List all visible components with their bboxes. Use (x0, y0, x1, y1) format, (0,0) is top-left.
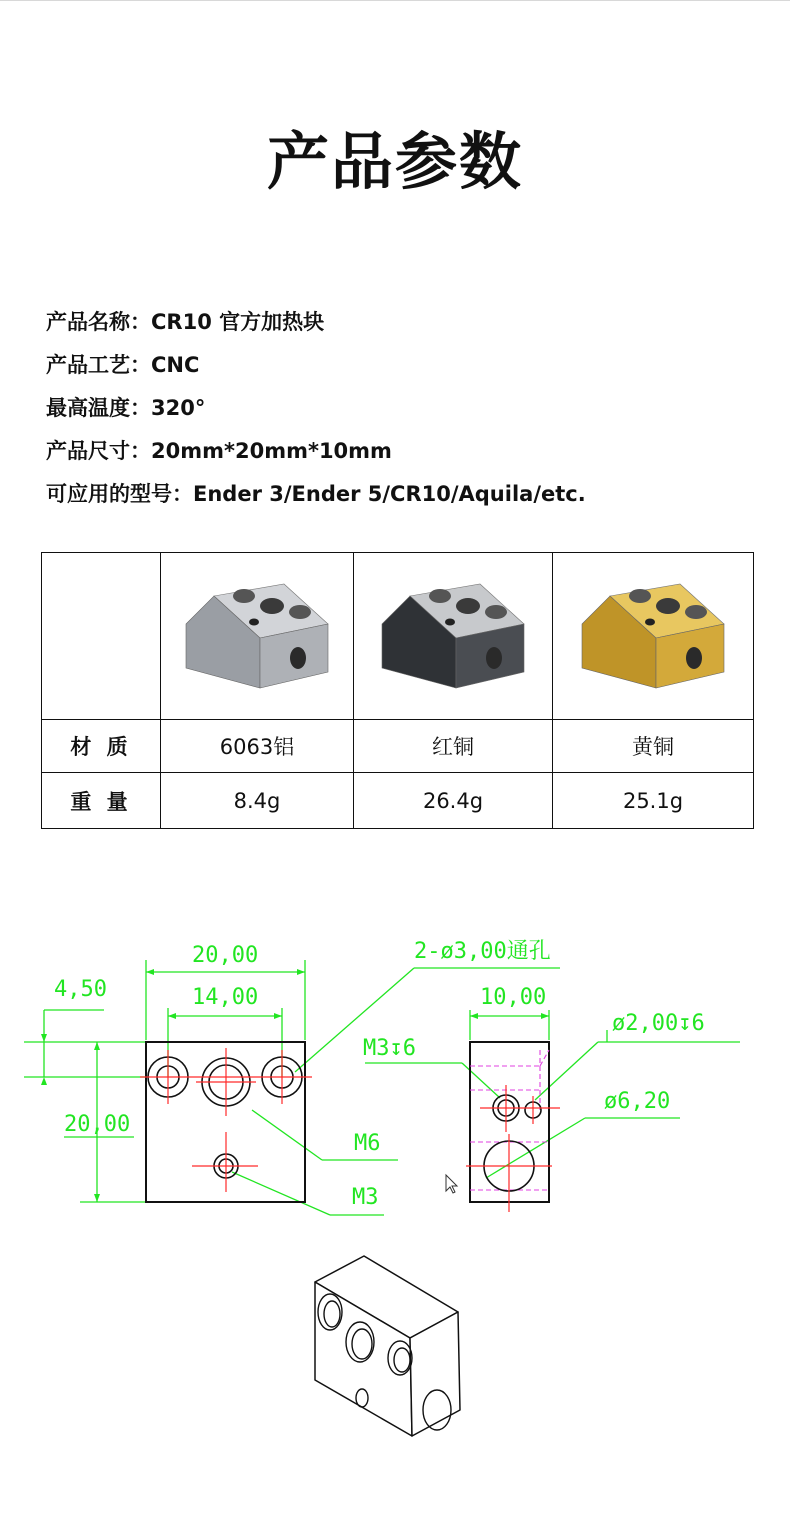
threaded-hole (456, 598, 480, 614)
screw-hole (445, 619, 455, 626)
spec-label: 可应用的型号： (46, 482, 193, 506)
dim-20-top: 20,00 (192, 943, 259, 968)
spec-label: 产品名称： (46, 310, 151, 334)
dim-m3: M3 (352, 1185, 379, 1210)
dim-6-20: ø6,20 (604, 1089, 671, 1114)
countersink-hole (233, 589, 255, 603)
spec-list (46, 306, 586, 521)
side-bore-hole (486, 647, 502, 669)
spec-item (46, 392, 586, 435)
table-row (42, 720, 754, 773)
spec-value: Ender 3/Ender 5/CR10/Aquila/etc. (193, 482, 586, 506)
threaded-hole (656, 598, 680, 614)
weight-cell: 8.4g (161, 773, 354, 829)
spec-item (46, 306, 586, 349)
dim-4-50: 4,50 (54, 977, 107, 1002)
spec-label: 产品尺寸： (46, 439, 151, 463)
product-image-cell (161, 553, 354, 720)
material-header: 材 质 (42, 720, 161, 773)
table-row (42, 773, 754, 829)
spec-value: 20mm*20mm*10mm (151, 439, 392, 463)
countersink-hole (289, 605, 311, 619)
page-title: 产品参数 (266, 125, 523, 198)
dim-m6: M6 (354, 1131, 381, 1156)
countersink-hole (685, 605, 707, 619)
spec-label: 产品工艺： (46, 353, 151, 377)
dim-14: 14,00 (192, 985, 259, 1010)
copper-block-image (378, 576, 528, 696)
spec-item (46, 349, 586, 392)
spec-value: 320° (151, 396, 206, 420)
countersink-hole (429, 589, 451, 603)
table-row (42, 553, 754, 720)
product-comparison-table (41, 552, 754, 829)
screw-hole (645, 619, 655, 626)
weight-header: 重 量 (42, 773, 161, 829)
dim-through-holes: 2-ø3,00通孔 (414, 939, 551, 964)
isometric-block-drawing (300, 1250, 480, 1440)
screw-hole (249, 619, 259, 626)
spec-value: CNC (151, 353, 200, 377)
spec-item (46, 435, 586, 478)
dim-20-left: 20,00 (64, 1112, 131, 1137)
aluminum-block-image (182, 576, 332, 696)
spec-label: 最高温度： (46, 396, 151, 420)
dim-side-hole: ø2,00↧6 (612, 1011, 705, 1036)
dim-m3-depth: M3↧6 (363, 1036, 416, 1061)
product-image-cell (553, 553, 754, 720)
countersink-hole (485, 605, 507, 619)
side-bore-hole (290, 647, 306, 669)
brass-block-image (578, 576, 728, 696)
empty-corner-cell (42, 553, 161, 720)
material-cell: 黄铜 (553, 720, 754, 773)
countersink-hole (629, 589, 651, 603)
product-image-cell (354, 553, 553, 720)
spec-item (46, 478, 586, 521)
weight-cell: 26.4g (354, 773, 553, 829)
threaded-hole (260, 598, 284, 614)
top-divider (0, 0, 790, 1)
side-bore-hole (686, 647, 702, 669)
dim-10: 10,00 (480, 985, 547, 1010)
technical-drawing (0, 905, 790, 1225)
weight-cell: 25.1g (553, 773, 754, 829)
spec-value: CR10 官方加热块 (151, 310, 325, 334)
material-cell: 6063铝 (161, 720, 354, 773)
material-cell: 红铜 (354, 720, 553, 773)
